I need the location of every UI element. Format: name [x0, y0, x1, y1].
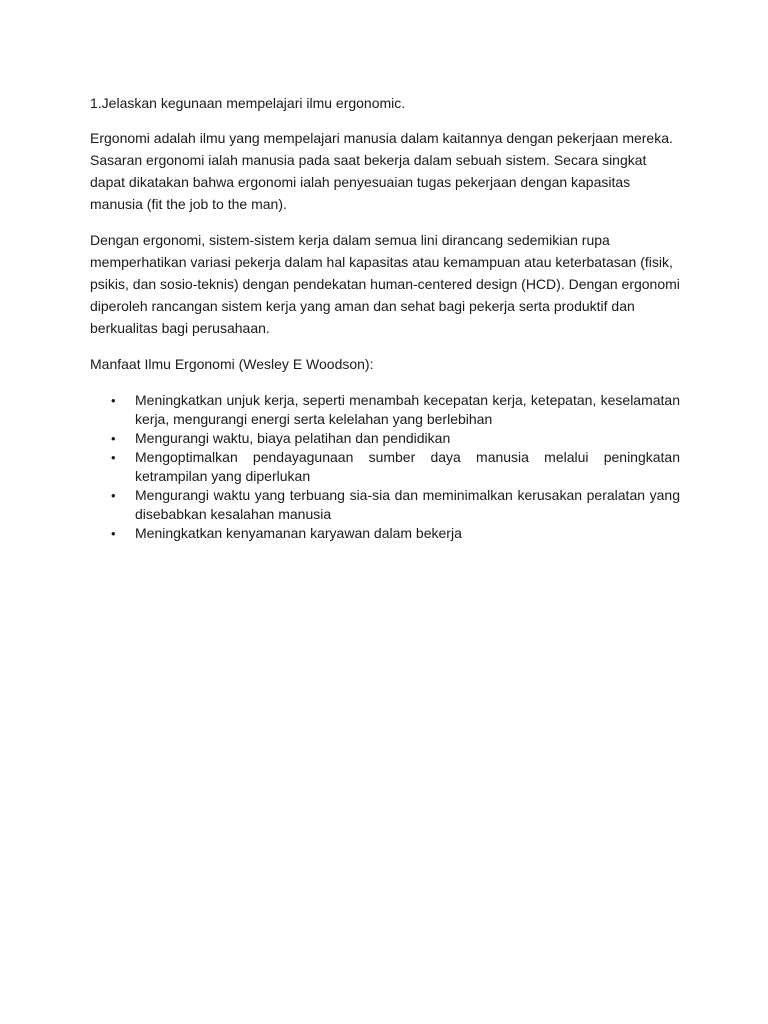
paragraph-ergonomi-design: Dengan ergonomi, sistem-sistem kerja dalam semua lini dirancang sedemikian rupa memperhatikan variasi pekerja dalam hal kapasitas atau kemampuan atau keterbatasan (fisik, psikis, dan sosio-teknis) dengan pendekatan human-centered design (HCD). Dengan ergonomi diperoleh rancangan sistem kerja yang aman dan sehat bagi pekerja serta produktif dan berkualitas bagi perusahaan. [90, 232, 680, 336]
list-item-text: Mengurangi waktu yang terbuang sia-sia dan meminimalkan kerusakan peralatan yang disebabkan kesalahan manusia [135, 487, 680, 522]
document-page [90, 92, 680, 543]
list-item-text: Meningkatkan unjuk kerja, seperti menambah kecepatan kerja, ketepatan, keselamatan kerja, mengurangi energi serta kelelahan yang berlebihan [135, 392, 680, 427]
bullet-icon: • [111, 393, 116, 408]
list-item [90, 429, 680, 448]
list-item-text: Mengurangi waktu, biaya pelatihan dan pendidikan [135, 430, 451, 446]
manfaat-heading: Manfaat Ilmu Ergonomi (Wesley E Woodson): [90, 356, 374, 372]
bullet-icon: • [111, 431, 116, 446]
benefits-list [90, 391, 680, 543]
list-item [90, 391, 680, 429]
bullet-icon: • [111, 450, 116, 465]
bullet-icon: • [111, 526, 116, 541]
paragraph-ergonomi-definition: Ergonomi adalah ilmu yang mempelajari manusia dalam kaitannya dengan pekerjaan mereka. Sasaran ergonomi ialah manusia pada saat bekerja dalam sebuah sistem. Secara singkat dapat dikatakan bahwa ergonomi ialah penyesuaian tugas pekerjaan dengan kapasitas manusia (fit the job to the man). [90, 130, 673, 212]
list-item [90, 448, 680, 486]
question-heading: 1.Jelaskan kegunaan mempelajari ilmu ergonomic. [90, 95, 406, 111]
bullet-icon: • [111, 488, 116, 503]
list-item [90, 524, 680, 543]
list-item-text: Meningkatkan kenyamanan karyawan dalam bekerja [135, 525, 462, 541]
list-item [90, 486, 680, 524]
list-item-text: Mengoptimalkan pendayagunaan sumber daya manusia melalui peningkatan ketrampilan yang diperlukan [135, 449, 680, 484]
